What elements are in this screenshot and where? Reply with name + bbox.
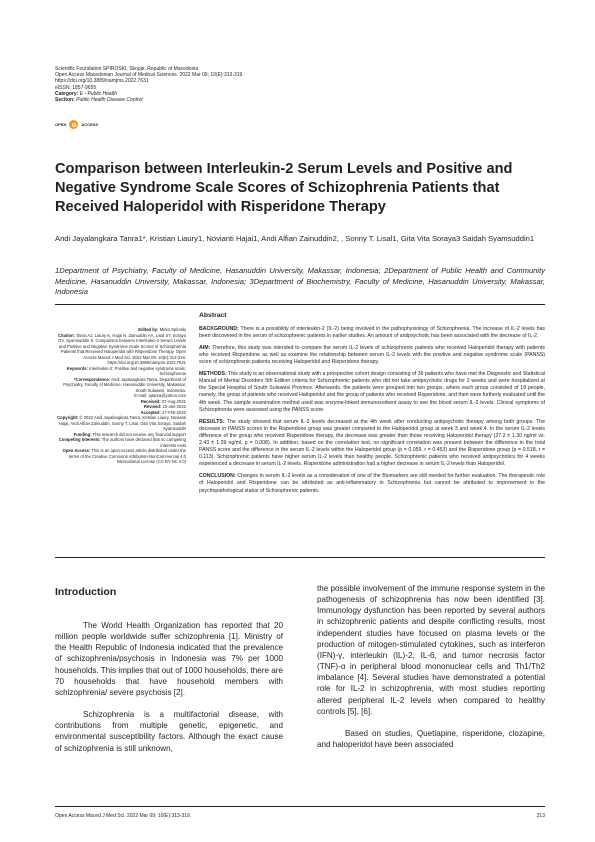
keywords: Keywords: Interleukin-2; Positive and negative syndrome scale; Schizophrenia [66, 365, 186, 376]
conclusion-text: Changes in serum IL-2 levels as a consideration of one of the Biomarkers are still needed for further evaluation. The therapeutic role of Haloperidol and Risperidone can be attributed as anti-inflammatory in Schizophrenia but cannot be attributed to improvement in the psychopathological status of Schizophrenic patients. [199, 473, 545, 494]
footer-citation: Open Access Maced J Med Sci. 2022 Mar 09; 10(E):313-319. [55, 813, 192, 819]
email[interactable]: E-mail: ajtanra@yahoo.com [134, 393, 186, 398]
results-label: RESULTS: [199, 418, 225, 425]
citation: Citation: Tanra AJ, Liaury K, Hajai N, Zainuddin AA, Lisal ST, Soraya GV, Syamsuddin S. Comparison between Interleukin-2 Serum Levels and Positive and Negative Syndrome Scale Scores of Schizophrenia Patients that Received Haloperidol with Risperidone Therapy. Open Access Maced J Med Sci. 2022 Mar 09; 10(E):313-319. https://doi.org/10.3889/oamjms.2022.7631 [58, 332, 186, 365]
column-right [317, 583, 545, 750]
top-divider [55, 304, 545, 305]
open-access-left: OPEN [55, 122, 67, 127]
abstract-results [199, 419, 545, 469]
intro-paragraph-2: Schizophrenia is a multifactorial disease, with contributions from multiple genetic, epigenetic, and environmental susceptibility factors. Although the exact cause of schizophrenia is still unknown, [55, 710, 283, 753]
intro-paragraph-4: Based on studies, Quetiapine, risperidone, clozapine, and haloperidol have been associated [317, 728, 545, 750]
abstract-aim [199, 345, 545, 366]
abstract-background [199, 326, 545, 340]
introduction-heading: Introduction [55, 586, 117, 598]
methods-text: This study is an observational study with a prospective cohort design consisting of 36 patients who have met the Diagnostic and Statistical Manual of Mental Disorders 5th Edition criteria for Schizophrenic patients who did not take antipsychotic drugs for 2 weeks and were hospitalized at the Special Hospital of South Sulawesi Province. Afterwards, the patients were grouped into two groups, where each group consisted of 18 people, namely, the group of patients who received Haloperidol and the group of patients who received Risperidone, and then were furtherly evaluated until the 4th week. The sample examination method used was enzyme-linked immunosorbent assay to see the blood serum IL-2 levels. Clinical symptoms of Schizophrenia were assessed using the PANSS score. [199, 370, 545, 413]
open-access-logo [55, 120, 98, 129]
category-label: Category: [55, 90, 79, 97]
page-footer [55, 813, 545, 819]
affiliations: 1Department of Psychiatry, Faculty of Medicine, Hasanuddin University, Makassar, Indonesia; 2Department of Public Health and Community Medicine, Hasanuddin University, Makassar, Indonesia; 3Department of Biochemistry, Faculty of Medicine, Hasanuddin University, Makassar, Indonesia [55, 266, 545, 297]
bottom-divider [55, 557, 545, 558]
section-label: Section: [55, 97, 75, 104]
accepted-date: Accepted: 27-Feb-2022 [140, 409, 186, 415]
edited-by: Edited by: Mirko Spiroski [138, 327, 186, 332]
open-access-icon [69, 120, 78, 129]
aim-text: Therefore, this study was intended to compare the serum IL-2 levels of schizophrenic patients who received Haloperidol therapy with patients who received Risperidone as well as examine the relationship between serum IL-2 levels with the positive and negative syndrome scale (PANSS) score of schizophrenic patients receiving Haloperidol and Risperidone therapy. [199, 344, 545, 366]
open-access-note: Open Access: This is an open-access article distributed under the terms of the Creative Commons Attribution-NonCommercial 4.0 International License (CC BY-NC 4.0) [62, 448, 186, 464]
section-value: Public Health Disease Control [76, 97, 143, 104]
publisher: Scientific Foundation SPIROSKI, Skopje, Republic of Macedonia [55, 66, 199, 72]
eissn: eISSN: 1857-9655 [55, 84, 97, 91]
article-title: Comparison between Interleukin-2 Serum Levels and Positive and Negative Syndrome Scale Scores of Schizophrenia Patients that Received Haloperidol with Risperidone Therapy [55, 161, 513, 215]
author-list: Andi Jayalangkara Tanra1*, Kristian Liaury1, Novianti Hajai1, Andi Alfian Zainuddin2, , Sonny T. Lisal1, Gita Vita Soraya3 Saidah Syamsuddin1 [55, 234, 535, 243]
copyright: Copyright: © 2022 Andi Jayalangkara Tanra, Kristian Liaury, Novianti Hajai, Andi Alfian Zainuddin, Sonny T. Lisal, Gita Vita Soraya, Saidah Syamsuddin [57, 415, 186, 431]
competing-interests: Competing Interests: The authors have declared that no competing interests exist [58, 437, 186, 448]
category-value: E - Public Health [79, 90, 117, 97]
article-sidebar [55, 327, 186, 465]
revised-date: Revised: 22-Jan-2022 [143, 404, 186, 409]
background-text: There is a possibility of interleukin-2 (IL-2) being involved in the pathophysiology of Schizophrenia. The increase of IL-2 levels has been discovered in the serum of schizophrenic patients in earlier studies. An amount of antipsychotic has been associated with the decrease of IL-2. [199, 326, 545, 340]
background-label: BACKGROUND: [199, 326, 239, 332]
abstract-heading: Abstract [199, 312, 227, 319]
abstract-methods [199, 371, 545, 414]
section-line [55, 97, 244, 103]
journal-header [55, 66, 244, 103]
abstract-body [199, 326, 545, 499]
abstract-conclusion [199, 473, 545, 494]
results-text: The study showed that serum IL-2 levels decreased at the 4th week after conducting antipsychotic therapy among both groups. The decrease in PANSS scores in the Risperidone group was greater compared to the Haloperidol group at week 3 and week 4. In the serum IL-2 levels difference of the group who received Risperidone therapy, the decrease was greater than those receiving Haloperidol therapy (37.2 ± 1.30 ng/ml vs. 2.43 ± 1.39 ng/ml, p = 0.008). In addition, based on the correlation test, no significant correlation was present between the difference in the total PANSS score and the difference in the serum IL-2 levels within the Haloperidol group (p = 0.059, r = 0.453) and the Risperidone group (p = 0.518, r = 0.113). Schizophrenic patients have higher serum IL-2 levels than healthy people. Schizophrenic patients who received antipsychotics for 4 weeks experienced a decrease in serum IL-2 levels. Risperidone administration had a higher decrease in serum IL-2 levels than Haloperidol. [199, 418, 545, 468]
intro-paragraph-1: The World Health Organization has reported that 20 million people worldwide suffer schizophrenia [1]. Ministry of the Health Republic of Indonesia indicated that the prevalence of schizophrenia/psychosis in Indonesia was 7% per 1000 households. This implies that out of 1000 households, there are 70 households that have household members with schizophrenia/ severe psychosis [2]. [55, 621, 283, 697]
funding: Funding: This research did not receive any financial support [73, 431, 186, 437]
methods-label: METHODS: [199, 370, 227, 377]
intro-paragraph-3: the possible involvement of the immune response system in the pathogenesis of schizophrenia has now been identified [3]. Immunology dysfunction has been reported by several authors in schizophrenic patients and despite conflicting results, most independent studies have focused on plasma levels or the production of mitogen-stimulated cytokines, such as interferon (IFN)-γ, interleukin (IL)-2, IL-6, and tumor necrosis factor (TNF)-α in peripheral blood mononuclear cells and Th1/Th2 imbalance [4]. Several studies have demonstrated a potential role for IL-2 in schizophrenia, with most studies reporting altered peripheral IL-2 levels when compared to healthy controls [5], [6]. [317, 584, 545, 716]
footer-divider [55, 806, 545, 807]
doi-link[interactable]: https://doi.org/10.3889/oamjms.2022.7631 [55, 78, 149, 85]
aim-label: AIM: [199, 344, 211, 351]
conclusion-label: CONCLUSION: [199, 473, 236, 480]
received-date: Received: 07-Aug-2021 [140, 398, 186, 404]
correspondence: *Correspondence: Andi Jayalangkara Tanra, Department of Psychiatry, Faculty of Medicine, Hasanuddin University, Makassar, South Sulawesi, Indonesia. [63, 376, 186, 393]
journal-citation: Open Access Macedonian Journal of Medical Sciences. 2022 Mar 09; 10(E):313-319. [55, 72, 244, 79]
open-access-right: ACCESS [81, 122, 99, 127]
column-left [55, 620, 283, 754]
page-number: 313 [536, 813, 545, 819]
